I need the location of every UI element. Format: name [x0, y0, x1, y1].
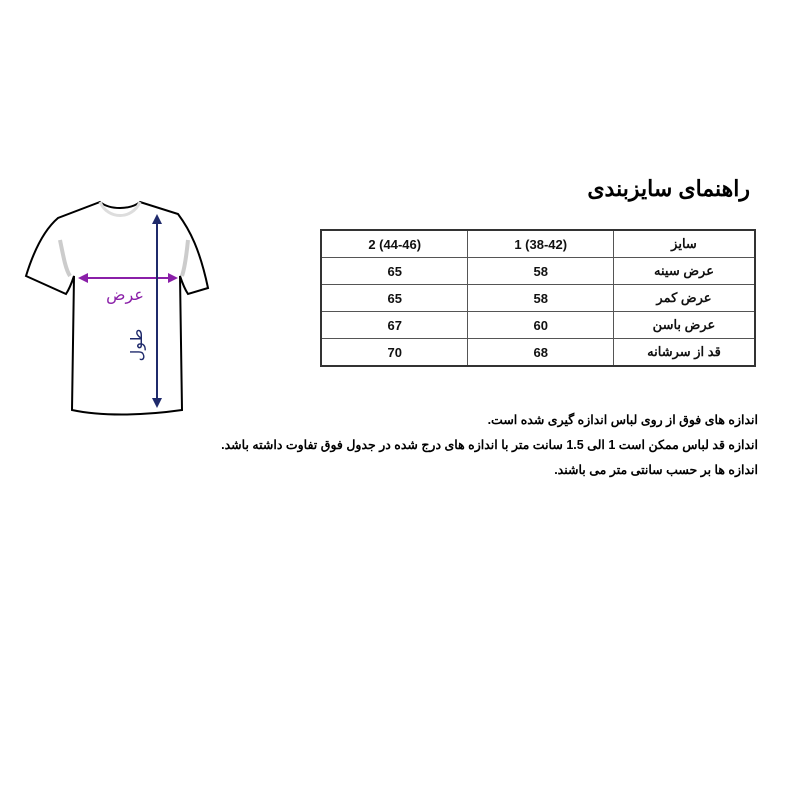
- page-title: راهنمای سایزبندی: [587, 176, 750, 201]
- cell-value: 58: [468, 258, 614, 285]
- size-table: [320, 229, 756, 367]
- cell-value: 58: [468, 285, 614, 312]
- row-label: عرض سینه: [614, 258, 756, 285]
- shirt-outline-icon: [26, 202, 208, 415]
- note-line: اندازه قد لباس ممکن است 1 الی 1.5 سانت متر با اندازه های درج شده در جدول فوق تفاوت داشته باشد.: [221, 438, 758, 452]
- table-row: [321, 258, 755, 285]
- row-label: عرض باسن: [614, 312, 756, 339]
- width-label: عرض: [106, 285, 144, 304]
- row-label: قد از سرشانه: [614, 339, 756, 367]
- header-size-2: 2 (44-46): [321, 230, 468, 258]
- length-label: طول: [127, 328, 146, 362]
- cell-value: 70: [321, 339, 468, 367]
- table-row: [321, 339, 755, 367]
- cell-value: 65: [321, 285, 468, 312]
- tshirt-diagram: [20, 190, 210, 420]
- header-size: سایز: [614, 230, 756, 258]
- notes: [221, 408, 758, 483]
- table-row: [321, 312, 755, 339]
- note-line: اندازه های فوق از روی لباس اندازه گیری شده است.: [487, 413, 758, 427]
- header-size-1: 1 (38-42): [468, 230, 614, 258]
- cell-value: 65: [321, 258, 468, 285]
- table-row: [321, 285, 755, 312]
- row-label: عرض کمر: [614, 285, 756, 312]
- table-header-row: [321, 230, 755, 258]
- note-line: اندازه ها بر حسب سانتی متر می باشند.: [554, 463, 758, 477]
- cell-value: 60: [468, 312, 614, 339]
- cell-value: 67: [321, 312, 468, 339]
- cell-value: 68: [468, 339, 614, 367]
